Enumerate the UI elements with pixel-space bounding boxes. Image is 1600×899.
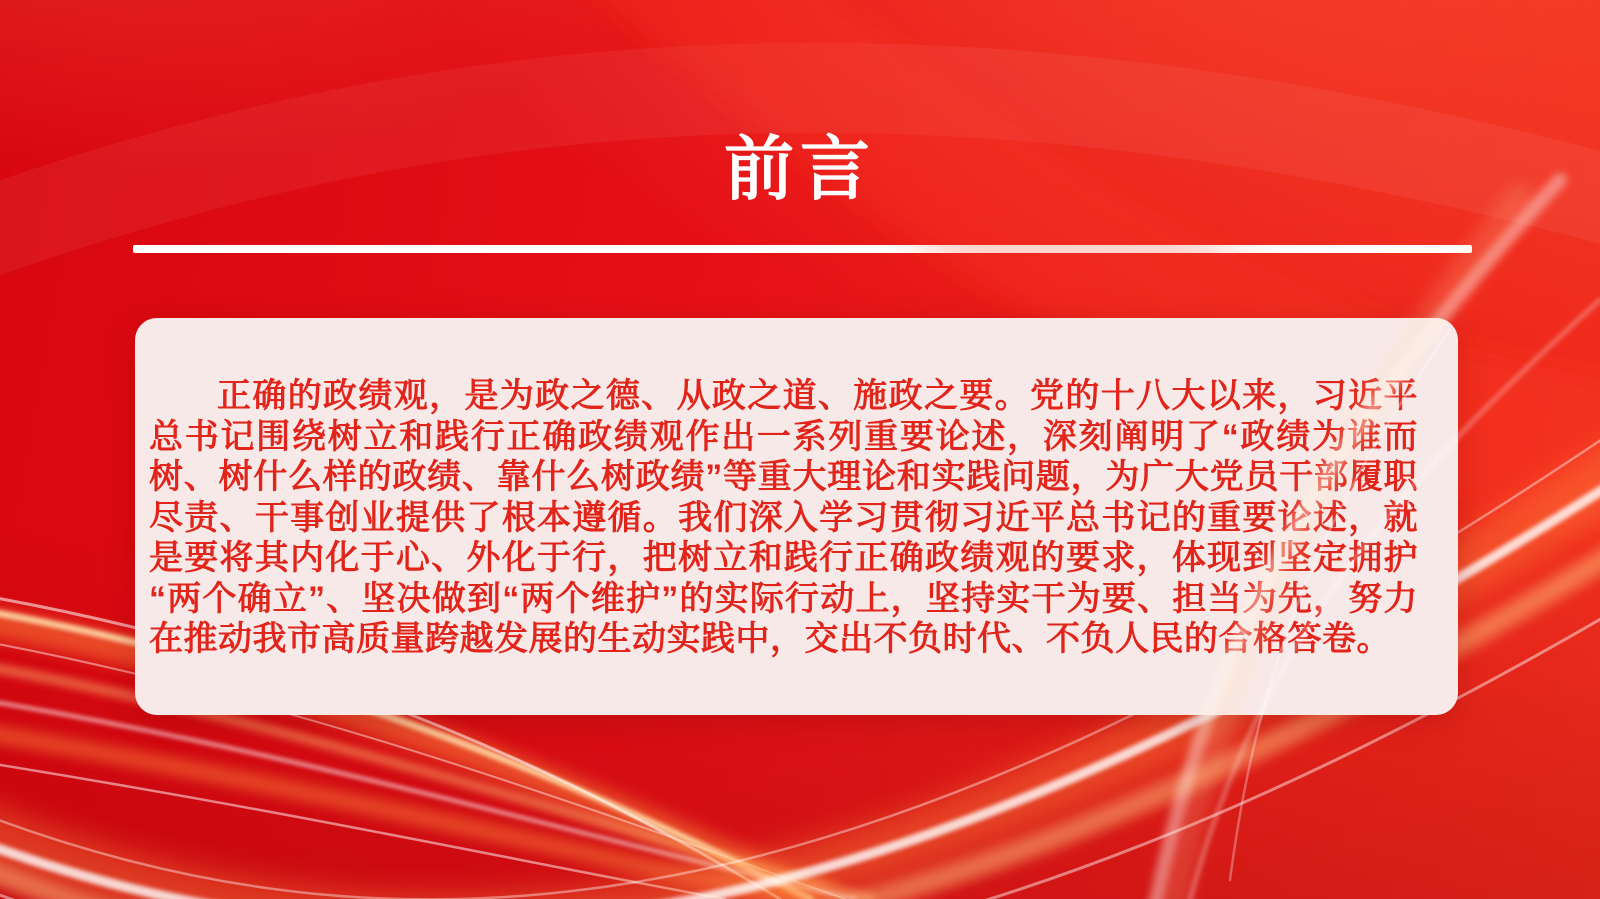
slide-header bbox=[0, 128, 1600, 214]
title-divider bbox=[133, 245, 1472, 253]
slide-title: 前言 bbox=[724, 132, 876, 209]
preface-card bbox=[135, 318, 1458, 715]
preface-text: 正确的政绩观，是为政之德、从政之道、施政之要。党的十八大以来，习近平总书记围绕树立和践行正确政绩观作出一系列重要论述，深刻阐明了“政绩为谁而树、树什么样的政绩、靠什么树政绩”等重大理论和实践问题，为广大党员干部履职尽责、干事创业提供了根本遵循。我们深入学习贯彻习近平总书记的重要论述，就是要将其内化于心、外化于行，把树立和践行正确政绩观的要求，体现到坚定拥护“两个确立”、坚决做到“两个维护”的实际行动上，坚持实干为要、担当为先，努力在推动我市高质量跨越发展的生动实践中，交出不负时代、不负人民的合格答卷。 bbox=[149, 377, 1418, 658]
